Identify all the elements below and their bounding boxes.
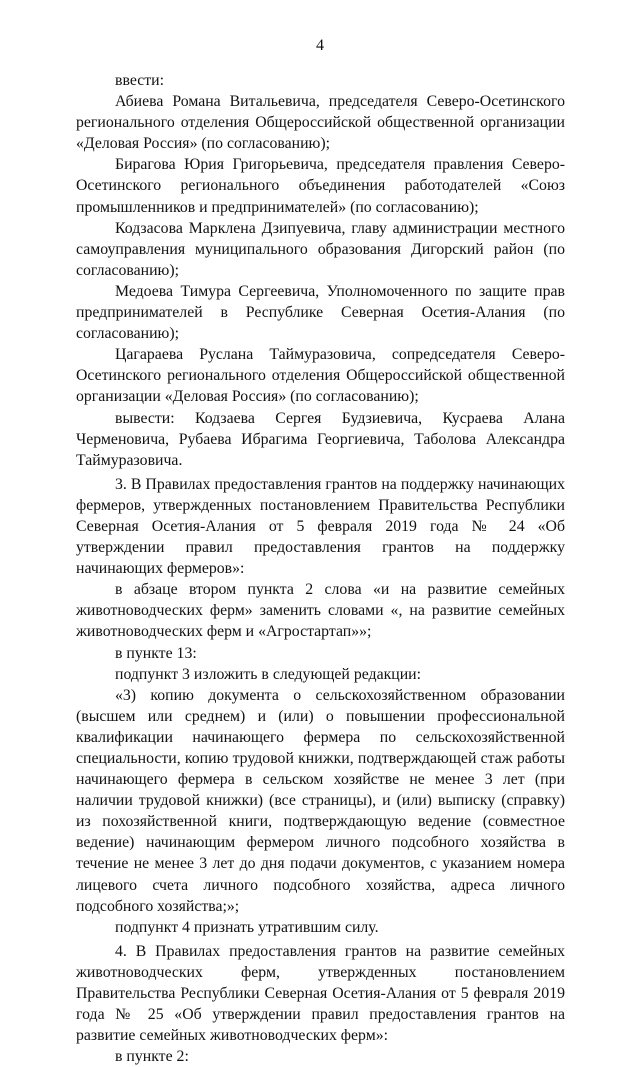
paragraph-kodzasov: Кодзасова Марклена Дзипуевича, главу администрации местного самоуправления муниципального образования Дигорский район (по согласованию);: [76, 219, 565, 279]
paragraph-medoev: Медоева Тимура Сергеевича, Уполномоченного по защите прав предпринимателей в Республике Северная Осетия-Алания (по согласованию);: [76, 282, 565, 343]
paragraph-tsagaraev: Цагараева Руслана Таймуразовича, сопредседателя Северо-Осетинского регионального отделения Общероссийской общественной организации «Деловая Россия» (по согласованию);: [76, 346, 565, 406]
paragraph-item-3-point-2: в абзаце втором пункта 2 слова «и на развитие семейных животноводческих ферм» заменить словами «, на развитие семейных животноводческих ферм и «Агростартап»»;: [76, 581, 565, 641]
page-number: 4: [316, 37, 324, 54]
paragraph-abiev: Абиева Романа Витальевича, председателя Северо-Осетинского регионального отделения Общероссийской общественной организации «Деловая Россия» (по согласованию);: [76, 93, 565, 153]
paragraph-subpoint-3-heading: подпункт 3 изложить в следующей редакции:: [115, 665, 422, 683]
paragraph-item-4-point-2: в пункте 2:: [115, 1048, 189, 1066]
paragraph-introduce-heading: ввести:: [115, 72, 164, 89]
document-body: [76, 70, 565, 1067]
paragraph-subpoint-3-text: «3) копию документа о сельскохозяйственном образовании (высшем или среднем) и (или) о повышении профессиональной квалификации начинающего фермера по сельскохозяйственной специальности, копию трудовой книжки, подтверждающей стаж работы начинающего фермера в сельском хозяйстве не менее 3 лет (при наличии трудовой книжки) (все страницы), и (или) выписку (справку) из похозяйственной книги, подтверждающую ведение (совместное ведение) начинающим фермером личного подсобного хозяйства в течение не менее 3 лет до дня подачи документов, с указанием номера лицевого счета личного подсобного хозяйства, адреса личного подсобного хозяйства;»;: [76, 686, 565, 915]
paragraph-item-3: 3. В Правилах предоставления грантов на поддержку начинающих фермеров, утвержденных постановлением Правительства Республики Северная Осетия-Алания от 5 февраля 2019 года № 24 «Об утверждении правил предоставления грантов на поддержку начинающих фермеров»:: [76, 475, 565, 578]
paragraph-remove-members: вывести: Кодзаева Сергея Будзиевича, Кусраева Алана Черменовича, Рубаева Ибрагима Георгиевича, Таболова Александра Таймуразовича.: [76, 409, 565, 469]
paragraph-biragov: Бирагова Юрия Григорьевича, председателя правления Северо-Осетинского регионального объединения работодателей «Союз промышленников и предпринимателей» (по согласованию);: [76, 156, 565, 216]
paragraph-item-4: 4. В Правилах предоставления грантов на развитие семейных животноводческих ферм, утвержденных постановлением Правительства Республики Северная Осетия-Алания от 5 февраля 2019 года № 25 «Об утверждении правил предоставления грантов на развитие семейных животноводческих ферм»:: [76, 942, 565, 1045]
paragraph-item-3-point-13: в пункте 13:: [115, 644, 197, 662]
paragraph-subpoint-4: подпункт 4 признать утратившим силу.: [115, 918, 379, 936]
